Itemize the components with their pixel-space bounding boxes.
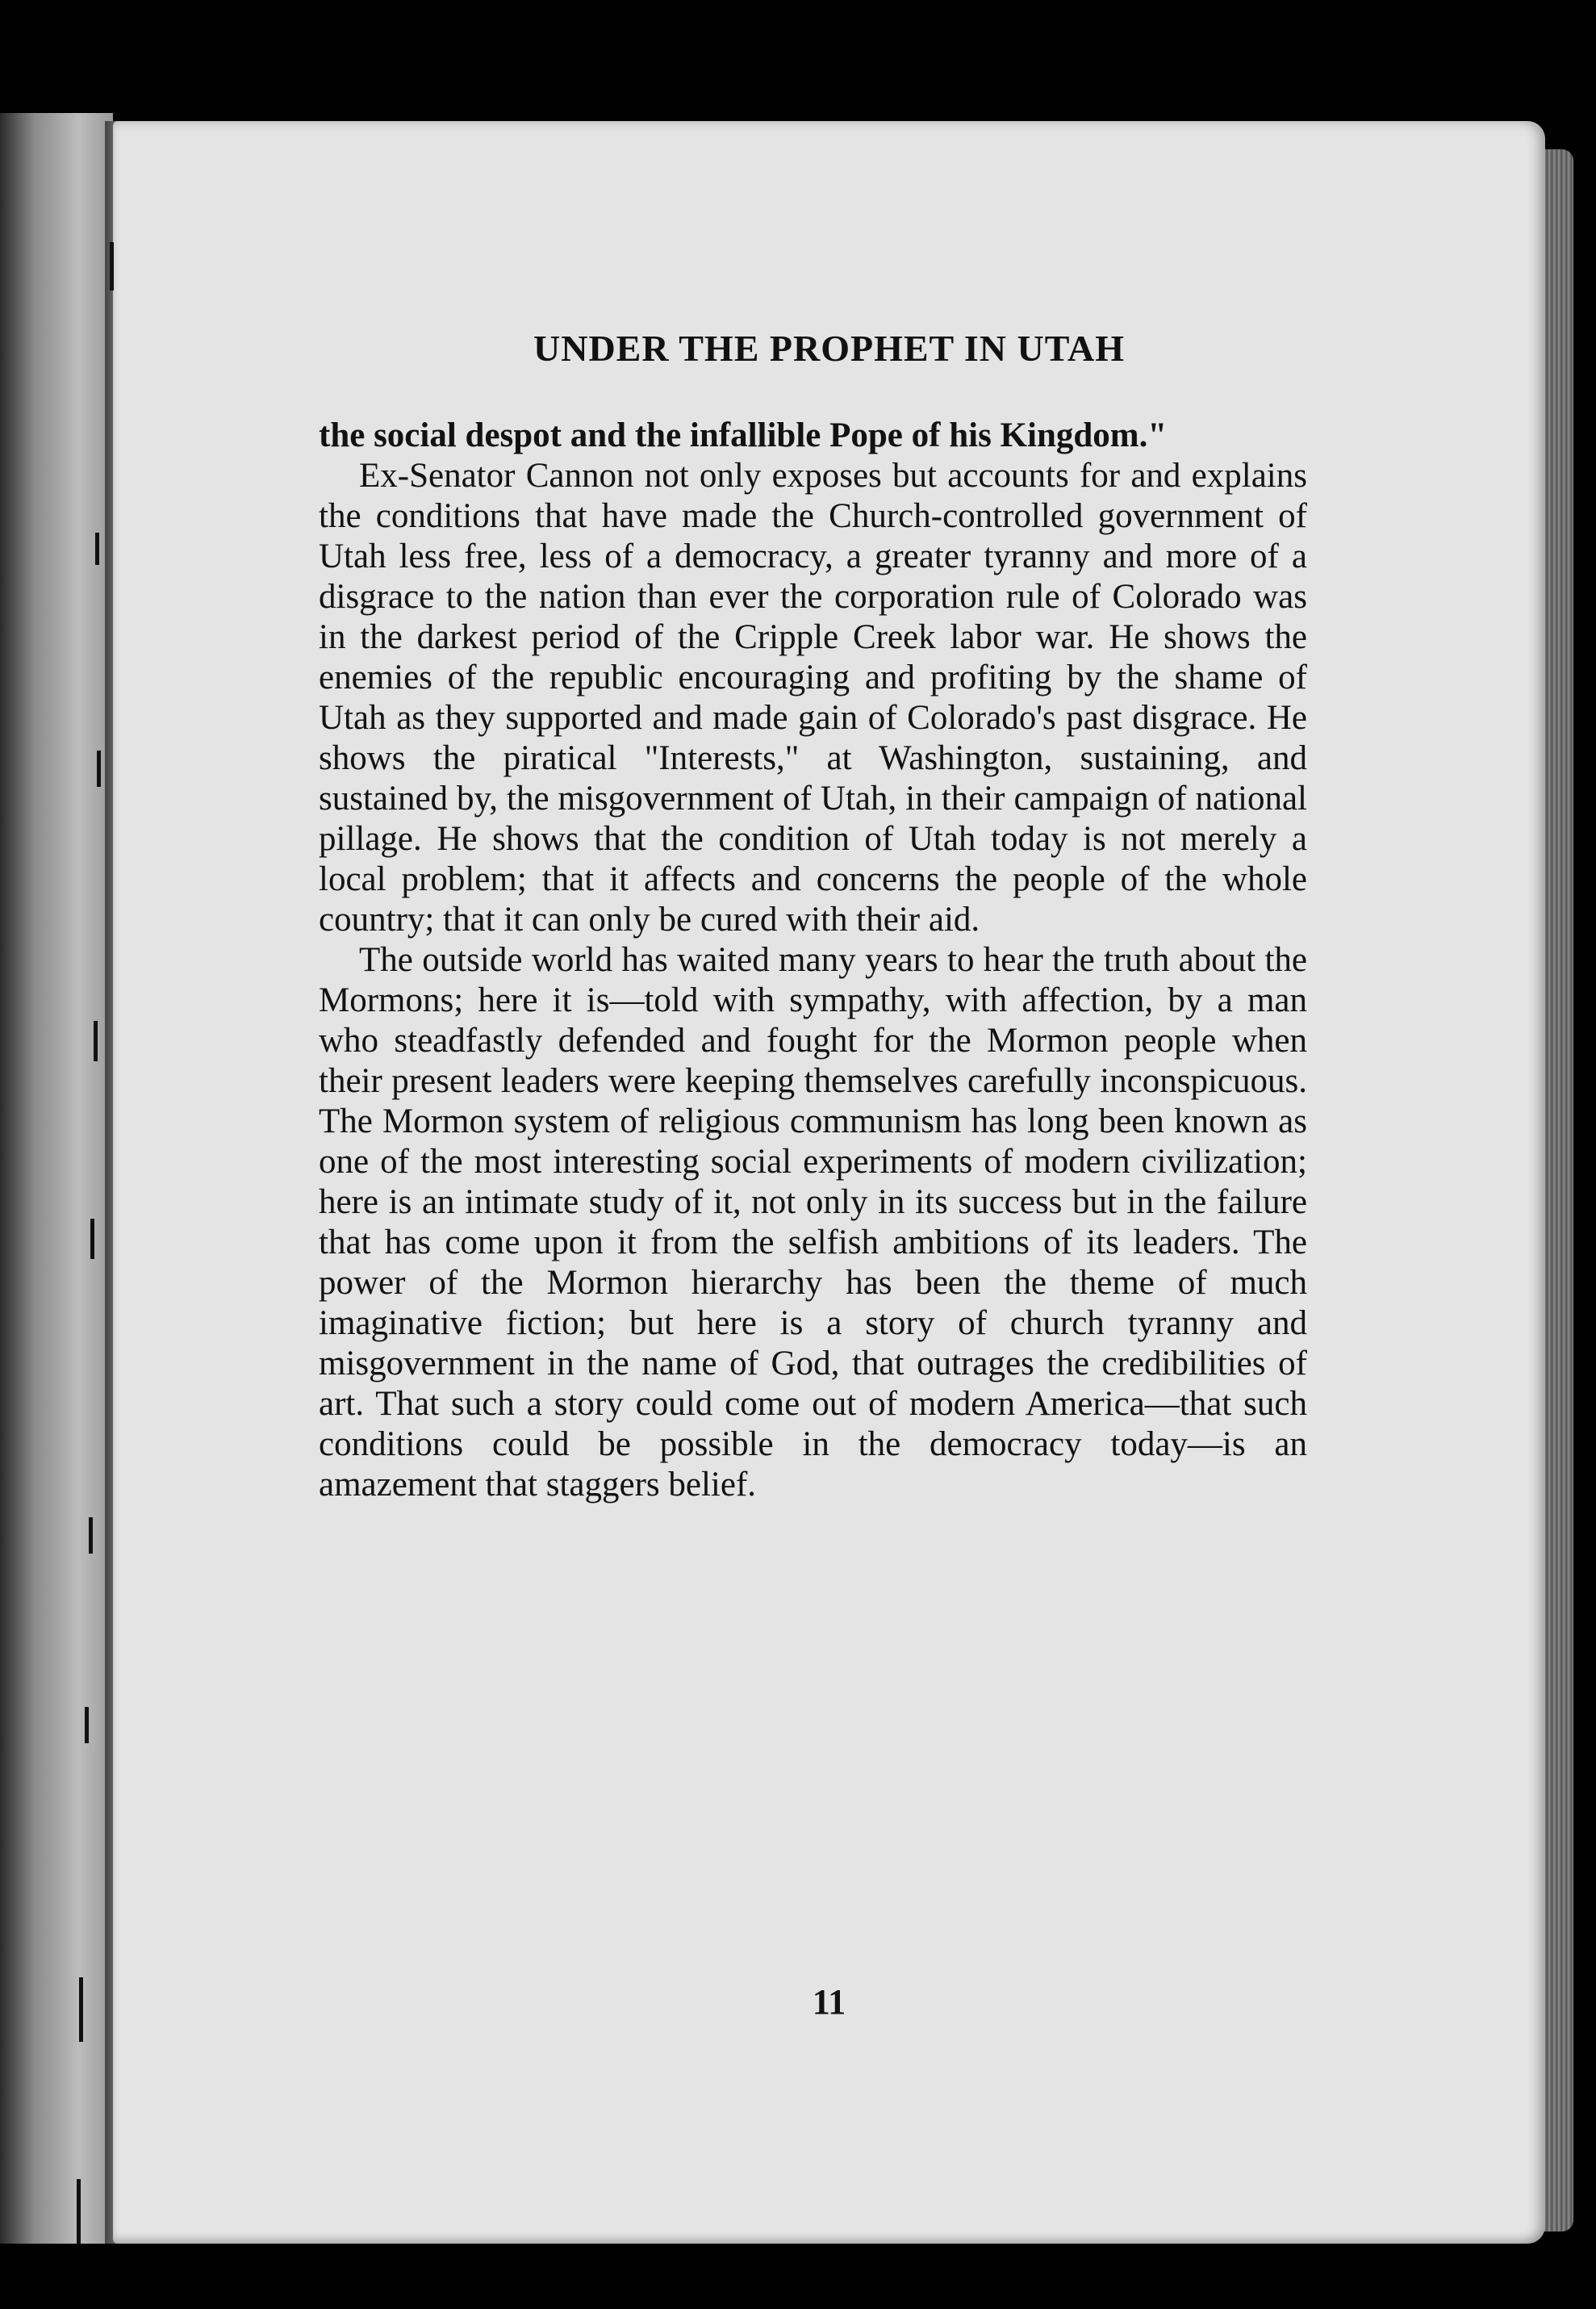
paragraph: The outside world has waited many years to hear the truth about the Mormons; here it is—told with sympathy, with affection, by a man who steadfastly defended and fought for the Mormon people when their present leaders were keeping themselves carefully inconspicuous. The Mormon system of religious communism has long been known as one of the most interesting social experiments of modern civilization; here is an intimate study of it, not only in its success but in the failure that has come upon it from the selfish ambitions of its leaders. The power of the Mormon hierarchy has been the theme of much imaginative fiction; but here is a story of church tyranny and misgovernment in the name of God, that outrages the credibilities of art. That such a story could come out of modern America—that such conditions could be possible in the democracy today—is an amazement that staggers belief. [319,941,1307,1504]
left-page-edge [0,113,113,2244]
binding-mark [90,1219,94,1259]
binding-mark [97,751,101,787]
binding-mark [95,533,99,565]
binding-mark [85,1707,89,1743]
binding-mark [110,242,114,291]
binding-mark [89,1517,93,1554]
page-number: 11 [812,1982,846,2022]
paragraph: Ex-Senator Cannon not only exposes but accounts for and explains the conditions that have made the Church-controlled government of Utah less free, less of a democracy, a greater tyranny and more of a disgrace to the nation than ever the corporation rule of Colorado was in the darkest period of the Cripple Creek labor war. He shows the enemies of the republic encouraging and profiting by the shame of Utah as they supported and made gain of Colorado's past disgrace. He shows the piratical "Interests," at Washington, sustaining, and sustained by, the misgovernment of Utah, in their campaign of national pillage. He shows that the condition of Utah today is not merely a local problem; that it affects and concerns the people of the whole country; that it can only be cured with their aid. [319,457,1307,939]
binding-mark [94,1021,98,1061]
binding-mark [77,2179,81,2244]
paragraph-continuation: the social despot and the infallible Pope of his Kingdom." [319,416,1168,454]
binding-mark [79,1977,83,2042]
body-text [319,416,1307,1505]
running-head: UNDER THE PROPHET IN UTAH [533,328,1125,369]
